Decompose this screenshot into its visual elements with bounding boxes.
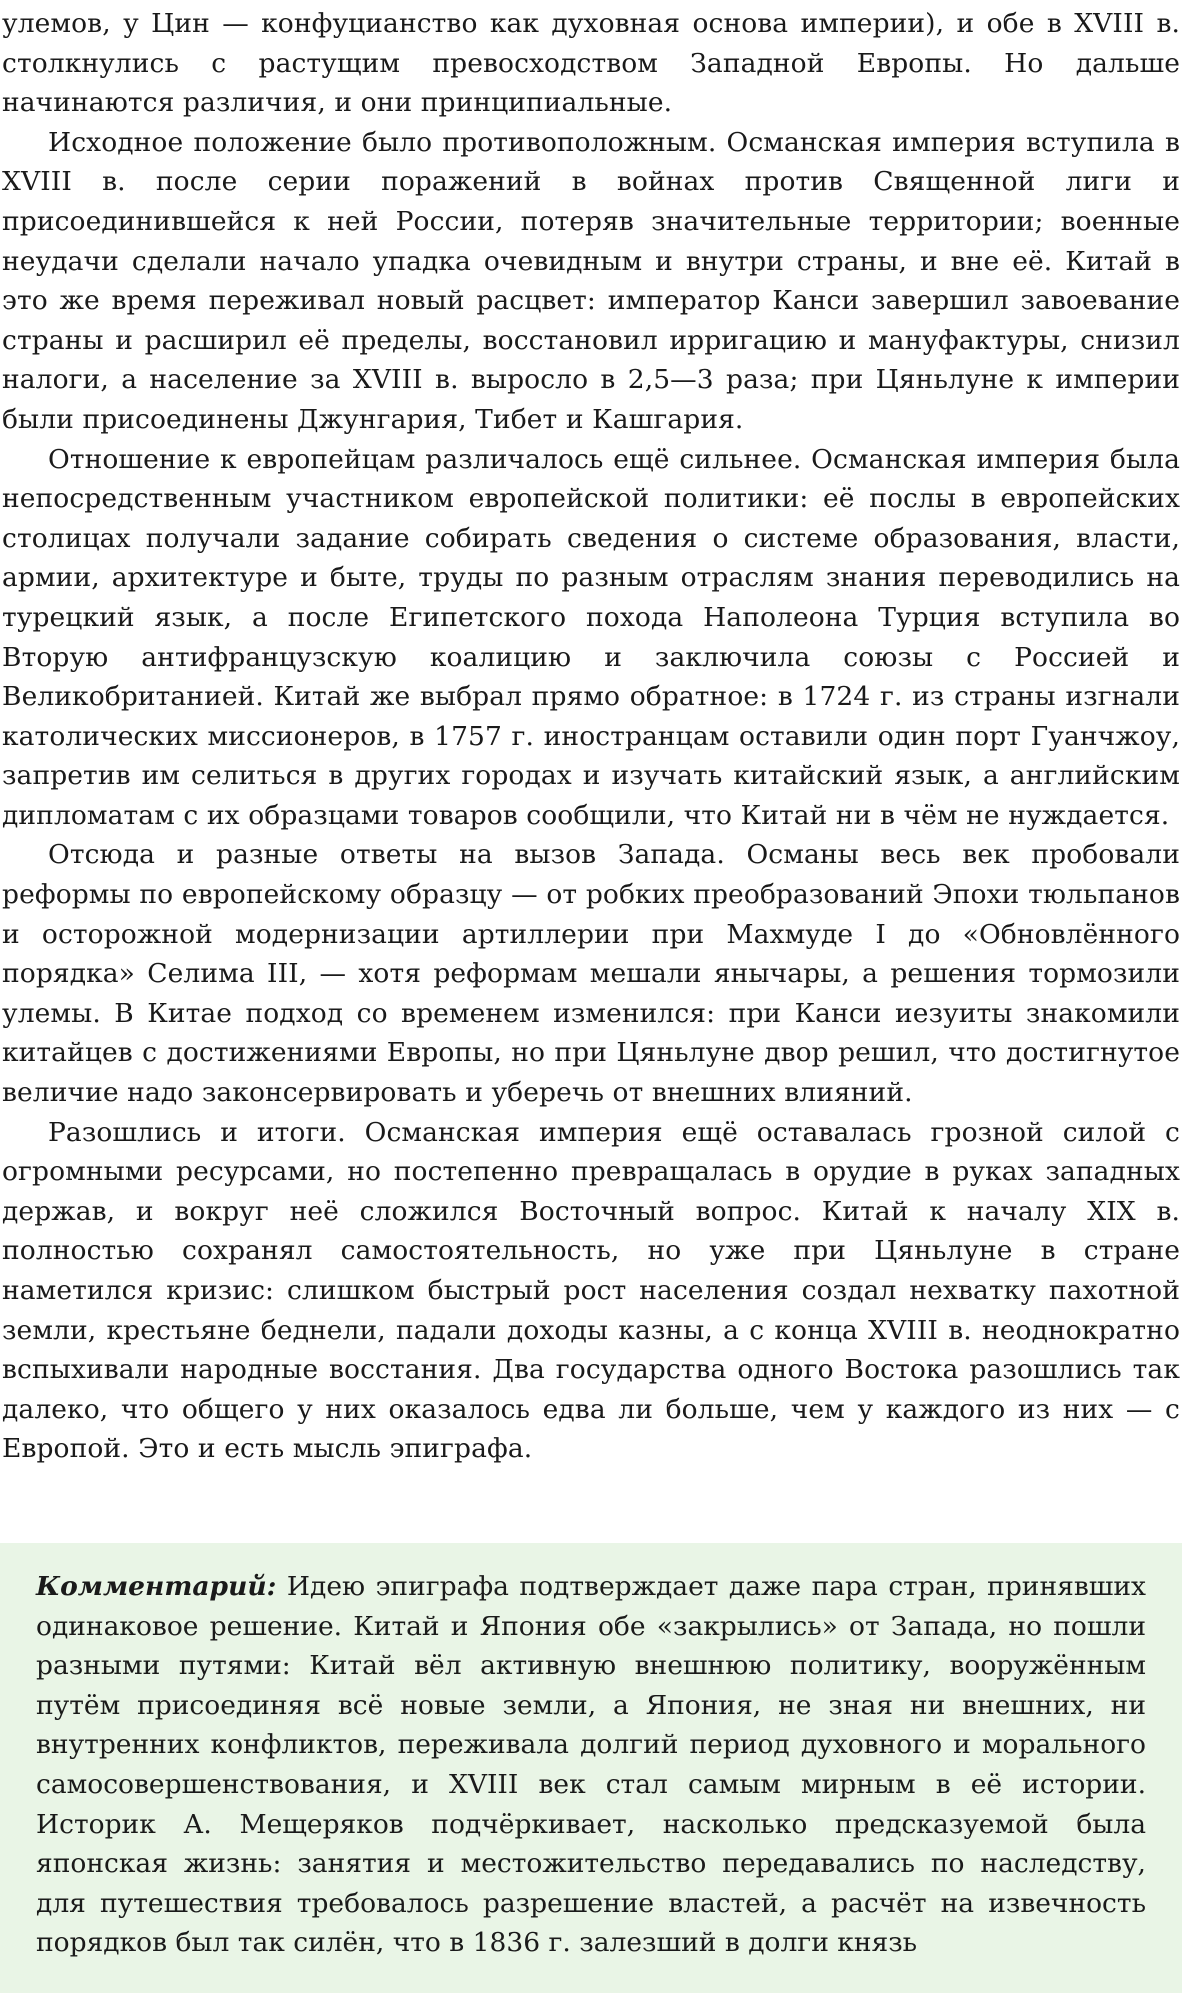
- comment-paragraph: [36, 1567, 1146, 1963]
- paragraph-1: улемов, у Цин — конфуцианство как духовная основа империи), и обе в XVIII в. столкнулись с растущим превосходством Западной Европы. Но дальше начинаются различия, и они принципиальные.: [2, 8, 1180, 119]
- paragraph-3: Отношение к европейцам различалось ещё сильнее. Османская империя была непосредственным участником европейской политики: её послы в европейских столицах получали задание собирать сведения о системе образования, власти, армии, архитектуре и быте, труды по разным отраслям знания переводились на турецкий язык, а после Египетского похода Наполеона Турция вступила во Вторую антифранцузскую коалицию и заключила союзы с Россией и Великобританией. Китай же выбрал прямо обратное: в 1724 г. из страны изгнали католических миссионеров, в 1757 г. иностранцам оставили один порт Гуанчжоу, запретив им селиться в других городах и изучать китайский язык, а английским дипломатам с их образцами товаров сообщили, что Китай ни в чём не нуждается.: [2, 443, 1180, 831]
- comment-label: Комментарий:: [36, 1571, 277, 1602]
- paragraph-2: Исходное положение было противоположным. Османская империя вступила в XVIII в. после серии поражений в войнах против Священной лиги и присоединившейся к ней России, потеряв значительные территории; военные неудачи сделали начало упадка очевидным и внутри страны, и вне её. Китай в это же время переживал новый расцвет: император Канси завершил завоевание страны и расширил её пределы, восстановил ирригацию и мануфактуры, снизил налоги, а население за XVIII в. выросло в 2,5—3 раза; при Цяньлуне к империи были присоединены Джунгария, Тибет и Кашгария.: [2, 126, 1180, 435]
- comment-box: [0, 1543, 1182, 1993]
- comment-text: Идею эпиграфа подтверждает даже пара стран, принявших одинаковое решение. Китай и Япония обе «закрылись» от Запада, но пошли разными путями: Китай вёл активную внешнюю политику, вооружённым путём присоединяя всё новые земли, а Япония, не зная ни внешних, ни внутренних конфликтов, переживала долгий период духовного и морального самосовершенствования, и XVIII век стал самым мирным в её истории. Историк А. Мещеряков подчёркивает, насколько предсказуемой была японская жизнь: занятия и местожительство передавались по наследству, для путешествия требовалось разрешение властей, а расчёт на извечность порядков был так силён, что в 1836 г. залезший в долги князь: [36, 1571, 1146, 1959]
- paragraph-5: Разошлись и итоги. Османская империя ещё оставалась грозной силой с огромными ресурсами, но постепенно превращалась в орудие в руках западных держав, и вокруг неё сложился Восточный вопрос. Китай к началу XIX в. полностью сохранял самостоятельность, но уже при Цяньлуне в стране наметился кризис: слишком быстрый рост населения создал нехватку пахотной земли, крестьяне беднели, падали доходы казны, а с конца XVIII в. неоднократно вспыхивали народные восстания. Два государства одного Востока разошлись так далеко, что общего у них оказалось едва ли больше, чем у каждого из них — с Европой. Это и есть мысль эпиграфа.: [2, 1116, 1180, 1465]
- paragraph-4: Отсюда и разные ответы на вызов Запада. Османы весь век пробовали реформы по европейскому образцу — от робких преобразований Эпохи тюльпанов и осторожной модернизации артиллерии при Махмуде I до «Обновлённого порядка» Селима III, — хотя реформам мешали янычары, а решения тормозили улемы. В Китае подход со временем изменился: при Канси иезуиты знакомили китайцев с достижениями Европы, но при Цяньлуне двор решил, что достигнутое величие надо законсервировать и уберечь от внешних влияний.: [2, 839, 1180, 1109]
